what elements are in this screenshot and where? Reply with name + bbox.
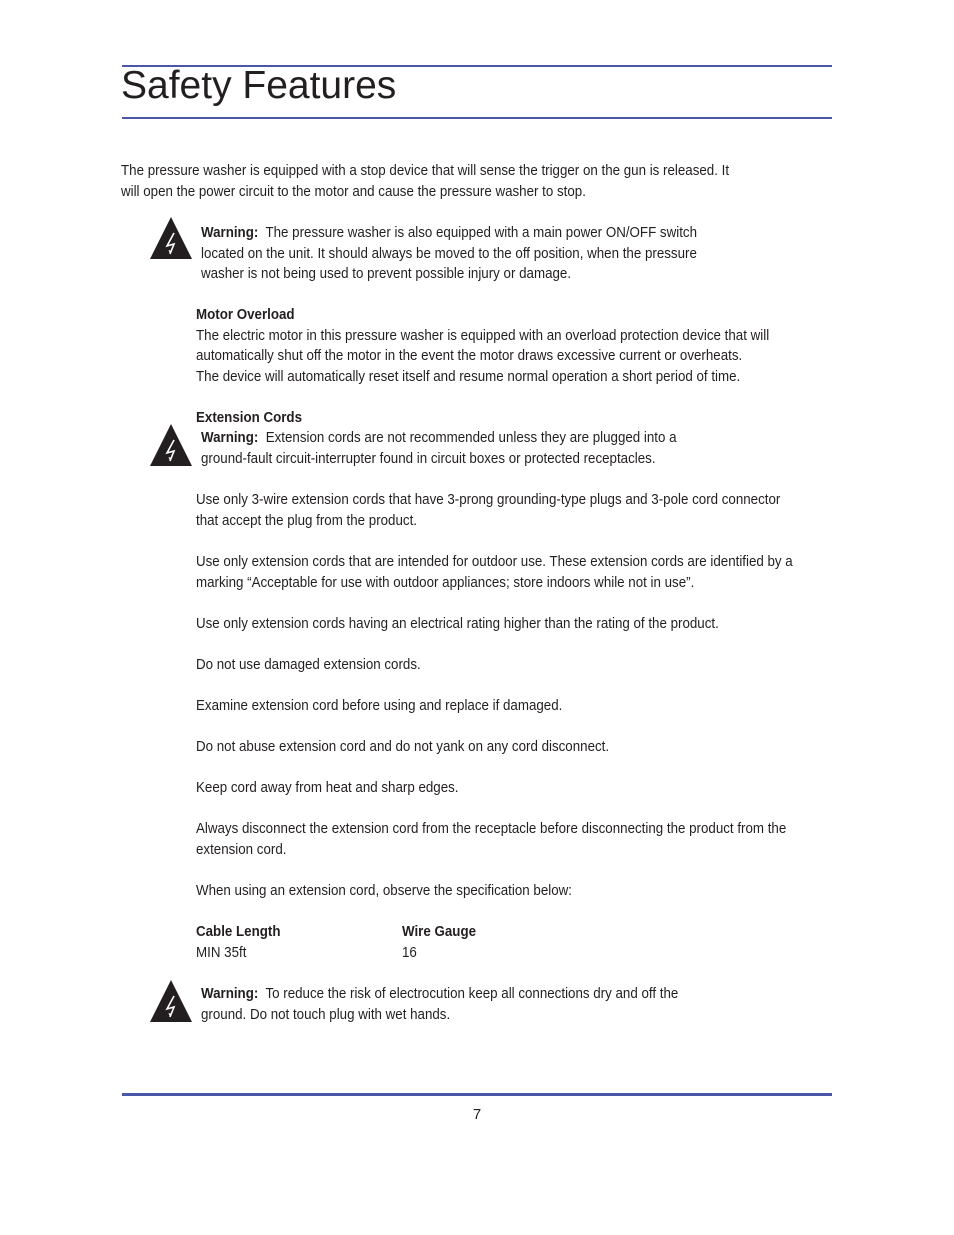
body-line: Use only 3-wire extension cords that have 3-prong grounding-type plugs and 3-pole cord connector bbox=[196, 492, 781, 508]
table-header-cable-length: Cable Length bbox=[196, 924, 281, 940]
warning-label: Warning: bbox=[201, 986, 259, 1002]
paragraph: Do not use damaged extension cords. bbox=[196, 657, 421, 673]
body-line: marking “Acceptable for use with outdoor appliances; store indoors while not in use”. bbox=[196, 574, 695, 591]
warning-text: To reduce the risk of electrocution keep all connections dry and off the bbox=[265, 986, 679, 1002]
motor-overload-section bbox=[196, 305, 769, 387]
electrical-hazard-icon bbox=[149, 423, 193, 467]
body-line: that accept the plug from the product. bbox=[196, 512, 417, 529]
table-cell-cable-length: MIN 35ft bbox=[196, 945, 247, 961]
warning-gfci bbox=[201, 428, 677, 469]
table-cell-wire-gauge: 16 bbox=[402, 945, 417, 961]
section-heading: Motor Overload bbox=[196, 307, 295, 323]
warning-power-switch bbox=[201, 223, 697, 285]
body-line: extension cord. bbox=[196, 841, 287, 858]
page-title: Safety Features bbox=[121, 64, 397, 107]
paragraph bbox=[196, 552, 793, 593]
table-header-wire-gauge: Wire Gauge bbox=[402, 924, 477, 940]
body-line: The electric motor in this pressure washer is equipped with an overload protection device that will bbox=[196, 327, 770, 344]
warning-label: Warning: bbox=[201, 430, 259, 446]
warning-text: Extension cords are not recommended unless they are plugged into a bbox=[265, 430, 677, 446]
header-rule-bottom bbox=[122, 117, 832, 119]
intro-line: The pressure washer is equipped with a stop device that will sense the trigger on the gun is released. It bbox=[121, 163, 730, 179]
warning-label: Warning: bbox=[201, 225, 259, 241]
paragraph: Examine extension cord before using and replace if damaged. bbox=[196, 698, 563, 714]
page-number: 7 bbox=[472, 1106, 482, 1123]
body-line: The device will automatically reset itself and resume normal operation a short period of time. bbox=[196, 368, 741, 385]
footer-rule bbox=[122, 1093, 832, 1096]
body-line: Use only extension cords that are intended for outdoor use. These extension cords are identified by a bbox=[196, 554, 793, 570]
paragraph: Do not abuse extension cord and do not yank on any cord disconnect. bbox=[196, 739, 610, 755]
body-line: Always disconnect the extension cord from the receptacle before disconnecting the product from the bbox=[196, 821, 787, 837]
warning-text: The pressure washer is also equipped with a main power ON/OFF switch bbox=[265, 225, 697, 241]
intro-line: will open the power circuit to the motor and cause the pressure washer to stop. bbox=[121, 183, 586, 200]
paragraph bbox=[196, 819, 786, 860]
intro-paragraph bbox=[121, 161, 729, 202]
paragraph bbox=[196, 490, 780, 531]
paragraph: When using an extension cord, observe the specification below: bbox=[196, 883, 572, 899]
electrical-hazard-icon bbox=[149, 216, 193, 260]
paragraph: Use only extension cords having an electrical rating higher than the rating of the product. bbox=[196, 616, 719, 632]
warning-text: located on the unit. It should always be moved to the off position, when the pressure bbox=[201, 245, 697, 262]
warning-text: ground-fault circuit-interrupter found in circuit boxes or protected receptacles. bbox=[201, 450, 656, 467]
warning-electrocution bbox=[201, 984, 678, 1025]
electrical-hazard-icon bbox=[149, 979, 193, 1023]
paragraph: Keep cord away from heat and sharp edges. bbox=[196, 780, 459, 796]
section-heading: Extension Cords bbox=[196, 410, 303, 426]
warning-text: washer is not being used to prevent possible injury or damage. bbox=[201, 266, 572, 283]
body-line: automatically shut off the motor in the event the motor draws excessive current or overheats. bbox=[196, 348, 743, 365]
warning-text: ground. Do not touch plug with wet hands. bbox=[201, 1006, 451, 1023]
